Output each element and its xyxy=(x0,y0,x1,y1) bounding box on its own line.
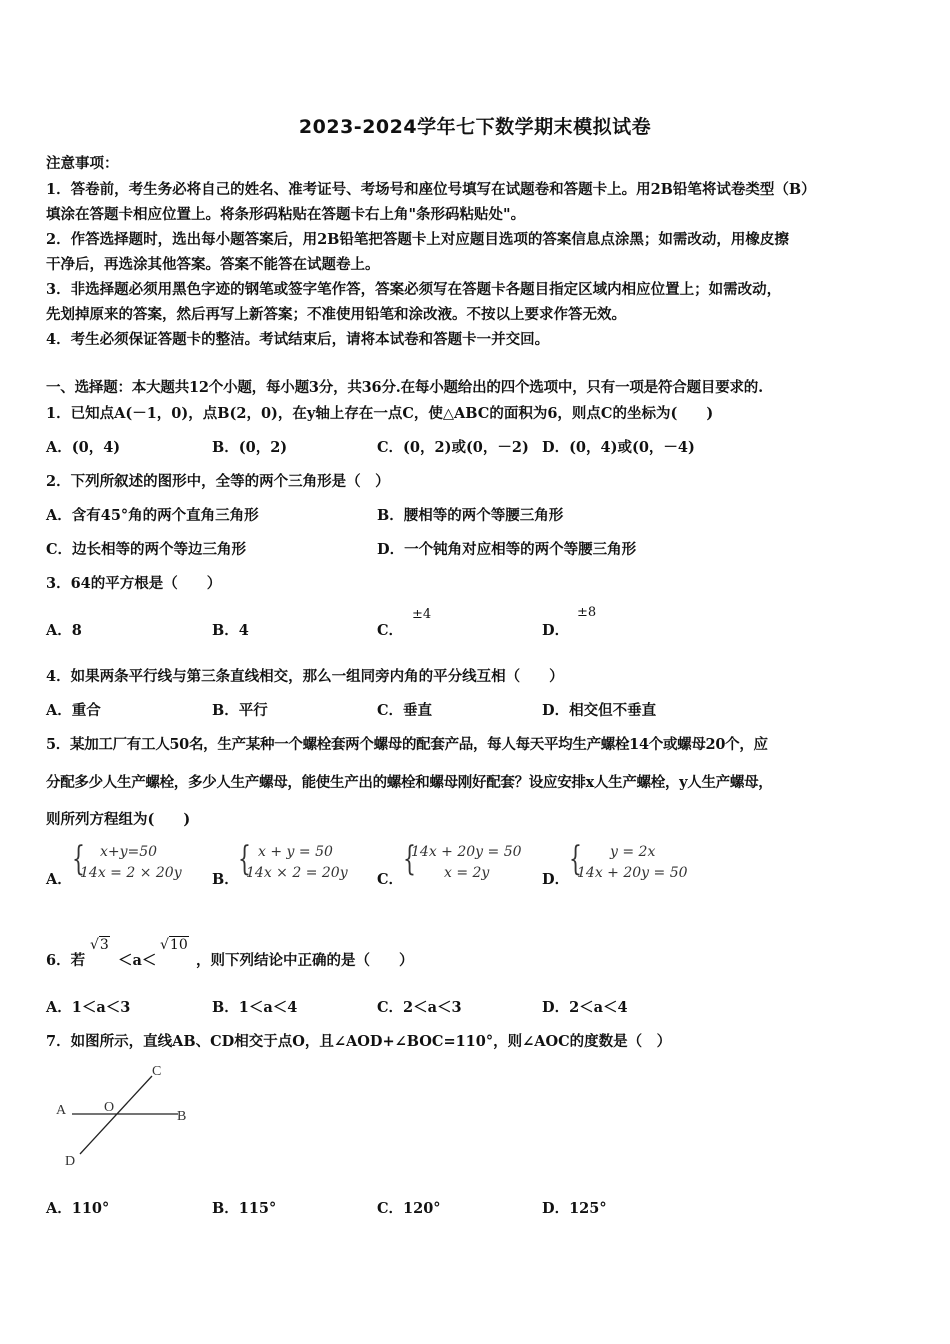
q2-option-a[interactable]: A．含有45°角的两个直角三角形 xyxy=(46,507,259,524)
question-6-mid: ＜a＜ xyxy=(118,952,157,969)
notice-line: 2．作答选择题时，选出每小题答案后，用2B铅笔把答题卡上对应题目选项的答案信息点涂黑；如需改动，用橡皮擦 xyxy=(46,231,789,248)
q1-option-d[interactable]: D．(0，4)或(0，－4) xyxy=(542,439,695,456)
question-6-prefix: 6．若 xyxy=(46,952,86,969)
q3-option-a[interactable]: A．8 xyxy=(46,622,82,639)
q4-option-a[interactable]: A．重合 xyxy=(46,702,101,719)
q7-option-d[interactable]: D．125° xyxy=(542,1200,607,1217)
question-5-stem: 分配多少人生产螺栓，多少人生产螺母，能使生产出的螺栓和螺母刚好配套？设应安排x人生产螺栓，y人生产螺母， xyxy=(46,774,773,791)
q2-option-d[interactable]: D．一个钝角对应相等的两个等腰三角形 xyxy=(377,541,637,558)
q3-option-d[interactable]: D． xyxy=(542,622,570,639)
q4-option-b[interactable]: B．平行 xyxy=(212,702,268,719)
notice-line: 4．考生必须保证答题卡的整洁。考试结束后，请将本试卷和答题卡一并交回。 xyxy=(46,331,550,348)
q1-option-a[interactable]: A．(0，4) xyxy=(46,439,121,456)
q5-d-eq1: y = 2x xyxy=(610,844,656,860)
label-o: O xyxy=(104,1100,115,1115)
notice-line: 3．非选择题必须用黑色字迹的钢笔或签字笔作答，答案必须写在答题卡各题目指定区域内相应位置上；如需改动， xyxy=(46,281,782,298)
q3-option-d-value: ±8 xyxy=(577,605,597,620)
q5-option-c[interactable]: C． xyxy=(377,871,404,888)
question-6-suffix: ，则下列结论中正确的是（ ） xyxy=(196,952,414,969)
notice-heading: 注意事项： xyxy=(46,155,119,172)
q2-option-c[interactable]: C．边长相等的两个等边三角形 xyxy=(46,541,247,558)
notice-line: 填涂在答题卡相应位置上。将条形码粘贴在答题卡右上角"条形码粘贴处"。 xyxy=(46,206,526,223)
q4-option-c[interactable]: C．垂直 xyxy=(377,702,433,719)
question-1-stem: 1．已知点A(－1，0)，点B(2，0)，在y轴上存在一点C，使△ABC的面积为6，则点C的坐标为( ) xyxy=(46,405,714,422)
sqrt-10: √10 xyxy=(160,937,188,953)
q5-a-eq2: 14x = 2 × 20y xyxy=(80,865,182,881)
q2-option-b[interactable]: B．腰相等的两个等腰三角形 xyxy=(377,507,564,524)
section-heading: 一、选择题：本大题共12个小题，每小题3分，共36分.在每小题给出的四个选项中，只有一项是符合题目要求的. xyxy=(46,379,763,396)
question-3-stem: 3．64的平方根是（ ） xyxy=(46,575,222,592)
q5-d-eq2: 14x + 20y = 50 xyxy=(577,865,688,881)
brace-icon: { xyxy=(72,839,85,879)
notice-line: 先划掉原来的答案，然后再写上新答案；不准使用铅笔和涂改液。不按以上要求作答无效。 xyxy=(46,306,626,323)
brace-icon: { xyxy=(403,839,416,879)
q6-option-c[interactable]: C．2＜a＜3 xyxy=(377,999,462,1016)
q7-option-c[interactable]: C．120° xyxy=(377,1200,441,1217)
q5-option-b[interactable]: B． xyxy=(212,871,239,888)
question-5-stem: 5．某加工厂有工人50名，生产某种一个螺栓套两个螺母的配套产品，每人每天平均生产螺栓14个或螺母20个，应 xyxy=(46,736,768,753)
label-c: C xyxy=(152,1064,162,1079)
label-d: D xyxy=(65,1154,76,1169)
question-7-stem: 7．如图所示，直线AB、CD相交于点O，且∠AOD+∠BOC=110°，则∠AOC的度数是（ ） xyxy=(46,1033,672,1050)
q3-option-c[interactable]: C． xyxy=(377,622,404,639)
intersecting-lines-figure xyxy=(50,1060,210,1175)
q5-option-a[interactable]: A． xyxy=(46,871,72,888)
brace-icon: { xyxy=(569,839,582,879)
q5-a-eq1: x+y=50 xyxy=(100,844,158,860)
question-2-stem: 2．下列所叙述的图形中，全等的两个三角形是（ ） xyxy=(46,473,390,490)
brace-icon: { xyxy=(238,839,251,879)
q1-option-b[interactable]: B．(0，2) xyxy=(212,439,288,456)
q7-option-a[interactable]: A．110° xyxy=(46,1200,110,1217)
notice-line: 1．答卷前，考生务必将自己的姓名、准考证号、考场号和座位号填写在试题卷和答题卡上。用2B铅笔将试卷类型（B） xyxy=(46,181,816,198)
q3-option-b[interactable]: B．4 xyxy=(212,622,249,639)
q6-option-d[interactable]: D．2＜a＜4 xyxy=(542,999,628,1016)
line-cd xyxy=(80,1076,152,1154)
q5-b-eq1: x + y = 50 xyxy=(258,844,333,860)
q5-c-eq2: x = 2y xyxy=(444,865,490,881)
q6-option-a[interactable]: A．1＜a＜3 xyxy=(46,999,131,1016)
q5-option-d[interactable]: D． xyxy=(542,871,570,888)
question-5-stem: 则所列方程组为( ) xyxy=(46,811,191,828)
sqrt-3: √3 xyxy=(90,937,109,953)
q5-c-eq1: 14x + 20y = 50 xyxy=(411,844,522,860)
question-4-stem: 4．如果两条平行线与第三条直线相交，那么一组同旁内角的平分线互相（ ） xyxy=(46,668,564,685)
notice-line: 干净后，再选涂其他答案。答案不能答在试题卷上。 xyxy=(46,256,380,273)
q7-option-b[interactable]: B．115° xyxy=(212,1200,277,1217)
page-title: 2023-2024学年七下数学期末模拟试卷 xyxy=(298,116,652,138)
q5-b-eq2: 14x × 2 = 20y xyxy=(246,865,348,881)
sqrt-10-radicand: 10 xyxy=(169,937,188,953)
label-a: A xyxy=(56,1103,67,1118)
q3-option-c-value: ±4 xyxy=(412,607,432,622)
label-b: B xyxy=(177,1109,187,1124)
q6-option-b[interactable]: B．1＜a＜4 xyxy=(212,999,298,1016)
sqrt-3-radicand: 3 xyxy=(99,937,109,953)
q4-option-d[interactable]: D．相交但不垂直 xyxy=(542,702,657,719)
q1-option-c[interactable]: C．(0，2)或(0，－2) xyxy=(377,439,529,456)
